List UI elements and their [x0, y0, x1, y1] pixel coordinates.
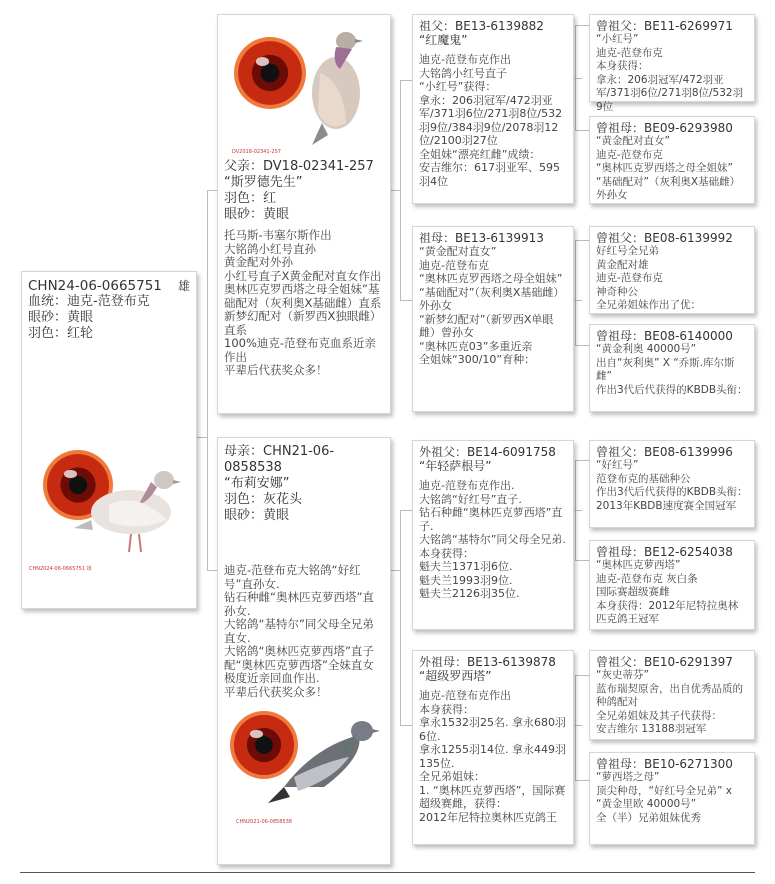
dam-color: 羽色：灰花头	[224, 492, 303, 507]
paternal-granddam-ring: 祖母：BE13-6139913	[419, 231, 544, 245]
great-grandsire-3-ring: 曾祖父：BE08-6139996	[596, 445, 733, 459]
connector-root-sire	[207, 190, 217, 191]
great-grandsire-3-card[interactable]	[589, 440, 755, 528]
great-grandsire-2-card[interactable]	[589, 226, 755, 314]
maternal-grandsire-name: “年轻萨根号”	[419, 459, 492, 473]
dam-description: 迪克-范登布克大铭鸽“好红号”直孙女. 钻石种雌“奥林匹克萝西塔”直孙女. 大铭鸽“基特尔”同父母全兄弟直女. 大铭鸽“奥林匹克萝西塔”直子配“奥林匹克萝西塔”全妹直女极度近亲回血作出. 平辈后代获奖众多！	[224, 563, 374, 699]
maternal-granddam-ring: 外祖母：BE13-6139878	[419, 655, 556, 669]
great-grandsire-4-ring: 曾祖父：BE10-6291397	[596, 655, 733, 669]
great-grandsire-1-ring: 曾祖父：BE11-6269971	[596, 19, 733, 33]
dam-eye: 眼砂：黄眼	[224, 508, 290, 523]
great-granddam-4-desc: “萝西塔之母” 顶尖种母，“好红号全兄弟” x “黄金里欧 40000号” 全（半）兄弟姐妹优秀	[596, 771, 732, 824]
paternal-granddam-card[interactable]	[412, 226, 574, 412]
sire-card[interactable]	[217, 14, 391, 414]
great-grandsire-4-desc: “灰史蒂芬” 蓝布瑞契原舍，出自优秀品质的种鸽配对 全兄弟姐妹及其子代获得： 安吉维尔 13188羽冠军	[596, 669, 743, 735]
paternal-granddam-desc-title: “黄金配对直女”	[419, 245, 497, 258]
sire-pigeon-icon	[284, 23, 394, 148]
connector-sire-b	[400, 300, 412, 301]
root-pigeon-card[interactable]	[21, 271, 197, 609]
great-granddam-3-card[interactable]	[589, 540, 755, 630]
dam-photo	[224, 707, 384, 825]
maternal-granddam-card[interactable]	[412, 650, 574, 845]
great-granddam-2-desc: “黄金利奥 40000号” 出自“灰利奥” X “乔斯.库尔斯雌” 作出3代后代获得的KBDB头衔：	[596, 343, 748, 396]
root-color: 羽色：红轮	[28, 326, 94, 341]
great-granddam-1-ring: 曾祖母：BE09-6293980	[596, 121, 733, 135]
great-granddam-4-card[interactable]	[589, 752, 755, 845]
great-grandsire-2-desc: 好红号全兄弟 黄金配对雄 迪克-范登布克 神奇种公 全兄弟姐妹作出了优：	[596, 245, 701, 311]
connector-dam-a	[400, 510, 412, 511]
connector-root-v	[207, 190, 208, 570]
connector-dam-b	[400, 725, 412, 726]
great-granddam-2-ring: 曾祖母：BE08-6140000	[596, 329, 733, 343]
great-granddam-1-desc: “黄金配对直女” 迪克-范登布克 “奥林匹克罗西塔之母全姐妹” “基础配对”（灰利奥X基础雌）外孙女	[596, 135, 741, 201]
root-eye: 眼砂：黄眼	[28, 310, 94, 325]
connector-dam-v	[400, 510, 401, 725]
connector-g4-a	[575, 675, 589, 676]
dam-ring: 母亲：CHN21-06-0858538	[224, 444, 335, 475]
sire-color: 羽色：红	[224, 191, 277, 206]
root-ring-number: CHN24-06-0665751	[28, 278, 162, 294]
connector-g3-a	[575, 460, 589, 461]
paternal-grandsire-name: “红魔鬼”	[419, 33, 468, 47]
paternal-grandsire-card[interactable]	[412, 14, 574, 204]
maternal-grandsire-ring: 外祖父：BE14-6091758	[419, 445, 556, 459]
maternal-granddam-name: “超级罗西塔”	[419, 669, 492, 683]
great-grandsire-1-card[interactable]	[589, 14, 755, 113]
dam-card[interactable]	[217, 437, 391, 865]
dam-pigeon-icon	[264, 707, 384, 817]
connector-g1-a	[575, 25, 589, 26]
root-photo-tag: CHN2024-06-0665751 雄	[29, 566, 92, 572]
great-grandsire-1-desc: “小红号” 迪克-范登布克 本身获得： 拿永：206羽冠军/472羽亚军/371羽6位/271羽8位/532羽9位	[596, 33, 744, 113]
connector-g2-h	[574, 300, 582, 301]
bottom-divider	[20, 872, 755, 873]
connector-sire-h	[391, 190, 401, 191]
root-bloodline: 血统：迪克-范登布克	[28, 294, 150, 309]
great-granddam-2-card[interactable]	[589, 324, 755, 412]
connector-g2	[575, 240, 576, 345]
great-granddam-3-desc: “奥林匹克萝西塔” 迪克-范登布克 灰白条 国际赛超级赛雌 本身获得：2012年尼特拉奥林匹克鸽王冠军	[596, 559, 739, 625]
sire-photo-tag: DV2018-02341-257	[232, 149, 281, 155]
great-granddam-1-card[interactable]	[589, 116, 755, 204]
paternal-grandsire-ring: 祖父：BE13-6139882	[419, 19, 544, 33]
great-grandsire-3-desc: “好红号” 范登布克的基础种公 作出3代后代获得的KBDB头衔： 2013年KBDB速度赛全国冠军	[596, 459, 748, 512]
sire-photo	[224, 19, 384, 155]
connector-g4-b	[575, 780, 589, 781]
sire-eye: 眼砂：黄眼	[224, 207, 290, 222]
root-sex: 雄	[177, 279, 190, 293]
sire-description: 托马斯-韦塞尔斯作出 大铭鸽小红号直孙 黄金配对外孙 小红号直子X黄金配对直女作出 奥林匹克罗西塔之母全姐妹”基础配对（灰利奥X基础雌）直系 新梦幻配对（新罗西X独眼雌）直系 100%迪克-范登布克血系近亲作出 平辈后代获奖众多！	[224, 228, 382, 377]
dam-name: “布莉安娜”	[224, 476, 290, 491]
connector-g4	[575, 675, 576, 780]
great-granddam-3-ring: 曾祖母：BE12-6254038	[596, 545, 733, 559]
connector-sire-a	[400, 80, 412, 81]
sire-ring: 父亲：DV18-02341-257	[224, 159, 374, 174]
maternal-grandsire-desc: 迪克-范登布克作出. 大铭鸽“好红号”直子. 钻石种雌“奥林匹克萝西塔”直子. 大铭鸽“基特尔”同父母全兄弟. 本身获得： 魁夫兰1371羽6位. 魁夫兰1993羽9位. 魁夫兰2126羽35位.	[419, 479, 566, 600]
connector-dam-h	[391, 570, 401, 571]
connector-root-dam	[207, 570, 217, 571]
connector-g1-b	[575, 130, 589, 131]
dam-photo-tag: CHN2021-06-0858538	[236, 819, 292, 825]
great-grandsire-4-card[interactable]	[589, 650, 755, 740]
connector-g2-a	[575, 240, 589, 241]
maternal-granddam-desc: 迪克-范登布克作出 本身获得： 拿永1532羽25名. 拿永680羽6位. 拿永1255羽14位. 拿永449羽135位. 全兄弟姐妹： 1. “奥林匹克萝西塔”，国际赛超级赛雌，获得： 2012年尼特拉奥林匹克鸽王	[419, 689, 566, 824]
paternal-grandsire-desc: 迪克-范登布克作出 大铭鸽小红号直子 “小红号”获得： 拿永：206羽冠军/472羽亚军/371羽6位/271羽8位/532羽9位/384羽9位/2078羽12位/2100羽27位 全姐妹“漂亮红雌”成绩： 安吉维尔：617羽亚军、595羽4位	[419, 53, 563, 188]
connector-g1-h	[574, 78, 582, 79]
root-pigeon-icon	[69, 442, 189, 562]
sire-name: “斯罗德先生”	[224, 175, 303, 190]
paternal-granddam-desc: 迪克-范登布克 “奥林匹克罗西塔之母全姐妹” “基础配对”（灰利奥X基础雌）外孙女 “新梦幻配对”（新罗西X单眼雌）曾孙女 “奥林匹克03”多重近亲 全姐妹“300/10”育种：	[419, 258, 565, 366]
root-pigeon-photo	[29, 442, 189, 572]
connector-g2-b	[575, 345, 589, 346]
great-granddam-4-ring: 曾祖母：BE10-6271300	[596, 757, 733, 771]
connector-g3-b	[575, 560, 589, 561]
connector-g4-h	[574, 725, 582, 726]
maternal-grandsire-card[interactable]	[412, 440, 574, 630]
great-grandsire-2-ring: 曾祖父：BE08-6139992	[596, 231, 733, 245]
connector-g3-h	[574, 510, 582, 511]
